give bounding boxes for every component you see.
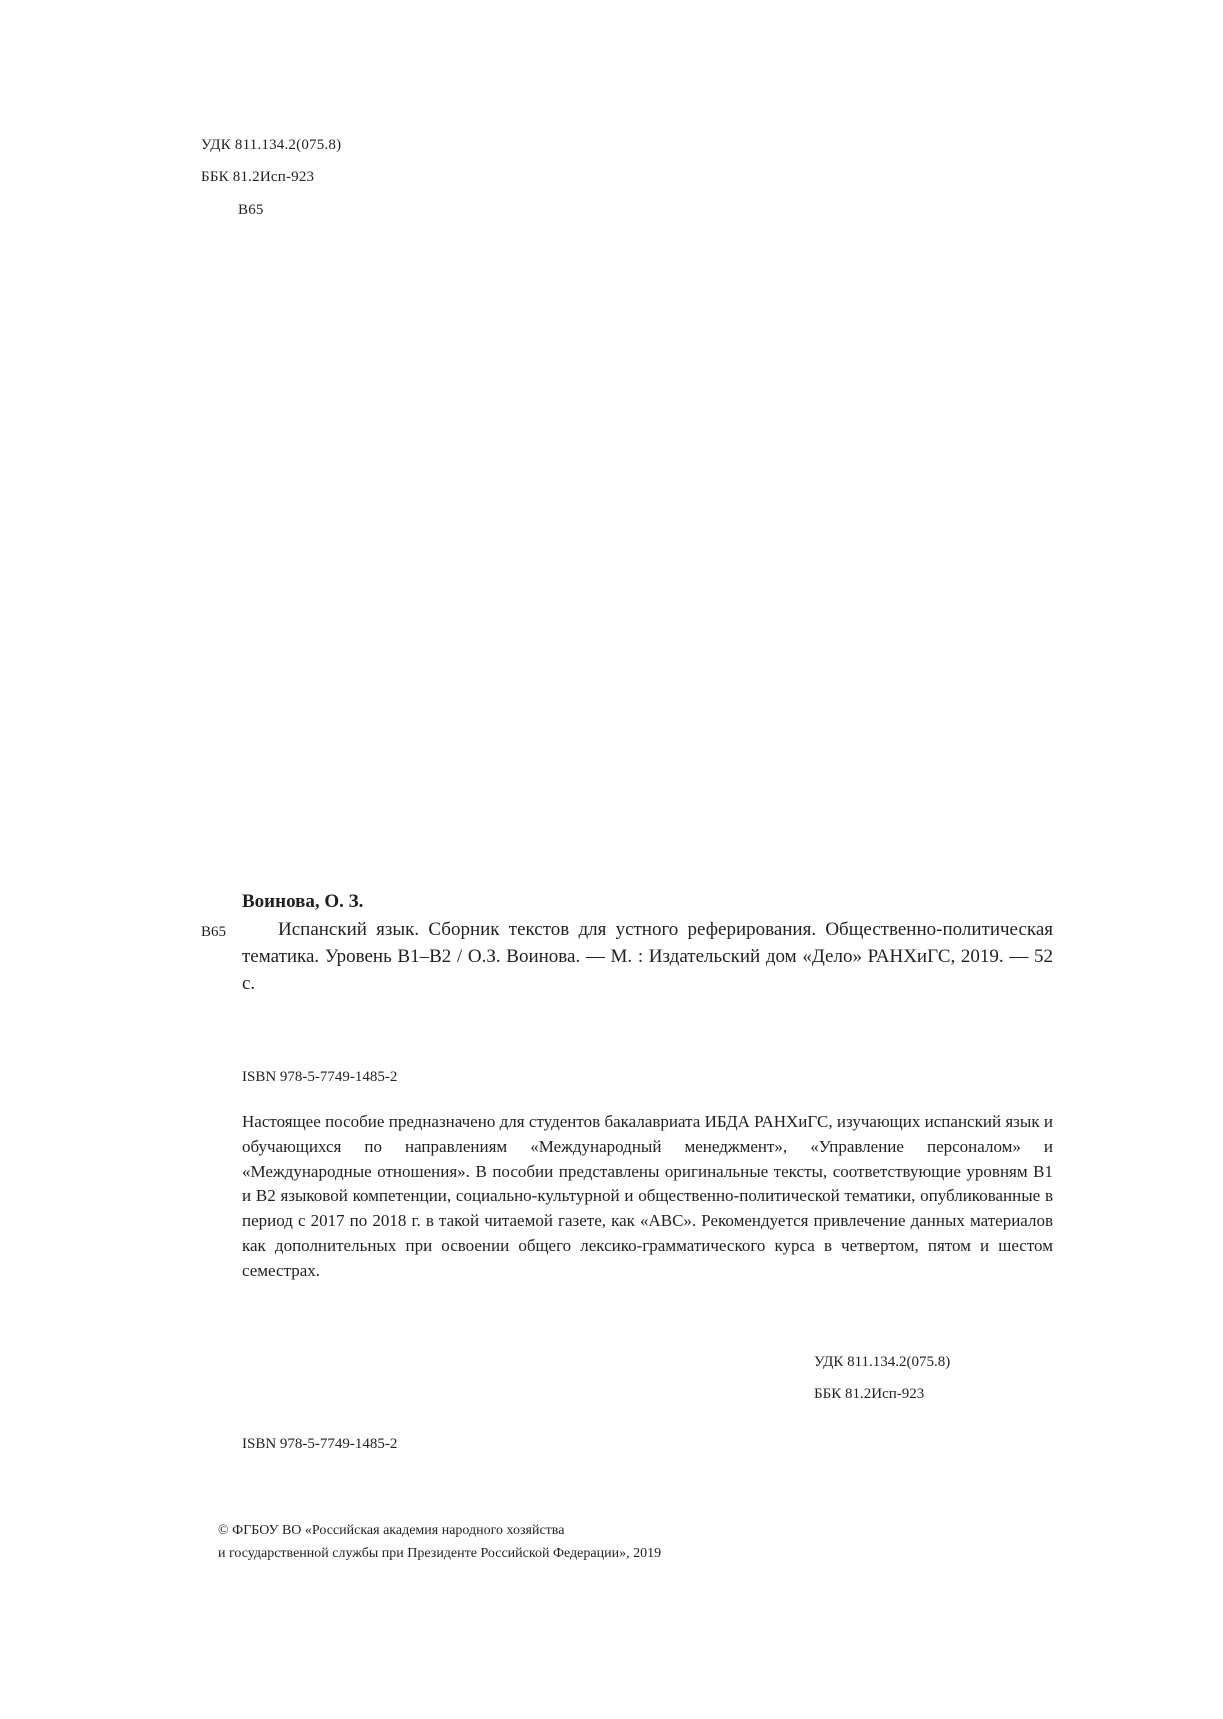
author-sign-side: В65 — [201, 924, 227, 940]
annotation-paragraph: Настоящее пособие предназначено для студентов бакалавриата ИБДА РАНХиГС, изучающих испанский язык и обучающихся по направлениям «Международный менеджмент», «Управление персоналом» и «Международные отношения». В пособии представлены оригинальные тексты, соответствующие уровням B1 и B2 языковой компетенции, социально-культурной и общественно-политической тематики, опубликованные в период с 2017 по 2018 г. в такой читаемой газете, как «ABC». Рекомендуется привлечение данных материалов как дополнительных при освоении общего лексико-грамматического курса в четвертом, пятом и шестом семестрах. — [242, 1112, 1053, 1280]
bbk-code-bottom: ББК 81.2Исп-923 — [814, 1386, 925, 1402]
copyright-line-2: и государственной службы при Президенте Российской Федерации», 2019 — [218, 1546, 662, 1561]
udk-code-bottom: УДК 811.134.2(075.8) — [814, 1354, 951, 1370]
bibliographic-description: Испанский язык. Сборник текстов для устного реферирования. Общественно-политическая тематика. Уровень B1–B2 / О.З. Воинова. — М. : Издательский дом «Дело» РАНХиГС, 2019. — 52 с. — [242, 919, 1053, 994]
isbn-entry: ISBN 978-5-7749-1485-2 — [242, 1069, 398, 1085]
copyright-line-1: © ФГБОУ ВО «Российская академия народного хозяйства — [218, 1523, 565, 1538]
bbk-code-top: ББК 81.2Исп-923 — [201, 169, 315, 185]
udk-code-top: УДК 811.134.2(075.8) — [201, 137, 342, 153]
author-name: Воинова, О. З. — [242, 891, 364, 912]
author-sign-top: В65 — [238, 202, 264, 218]
isbn-bottom: ISBN 978-5-7749-1485-2 — [242, 1436, 398, 1452]
copyright-notice — [218, 1519, 661, 1565]
